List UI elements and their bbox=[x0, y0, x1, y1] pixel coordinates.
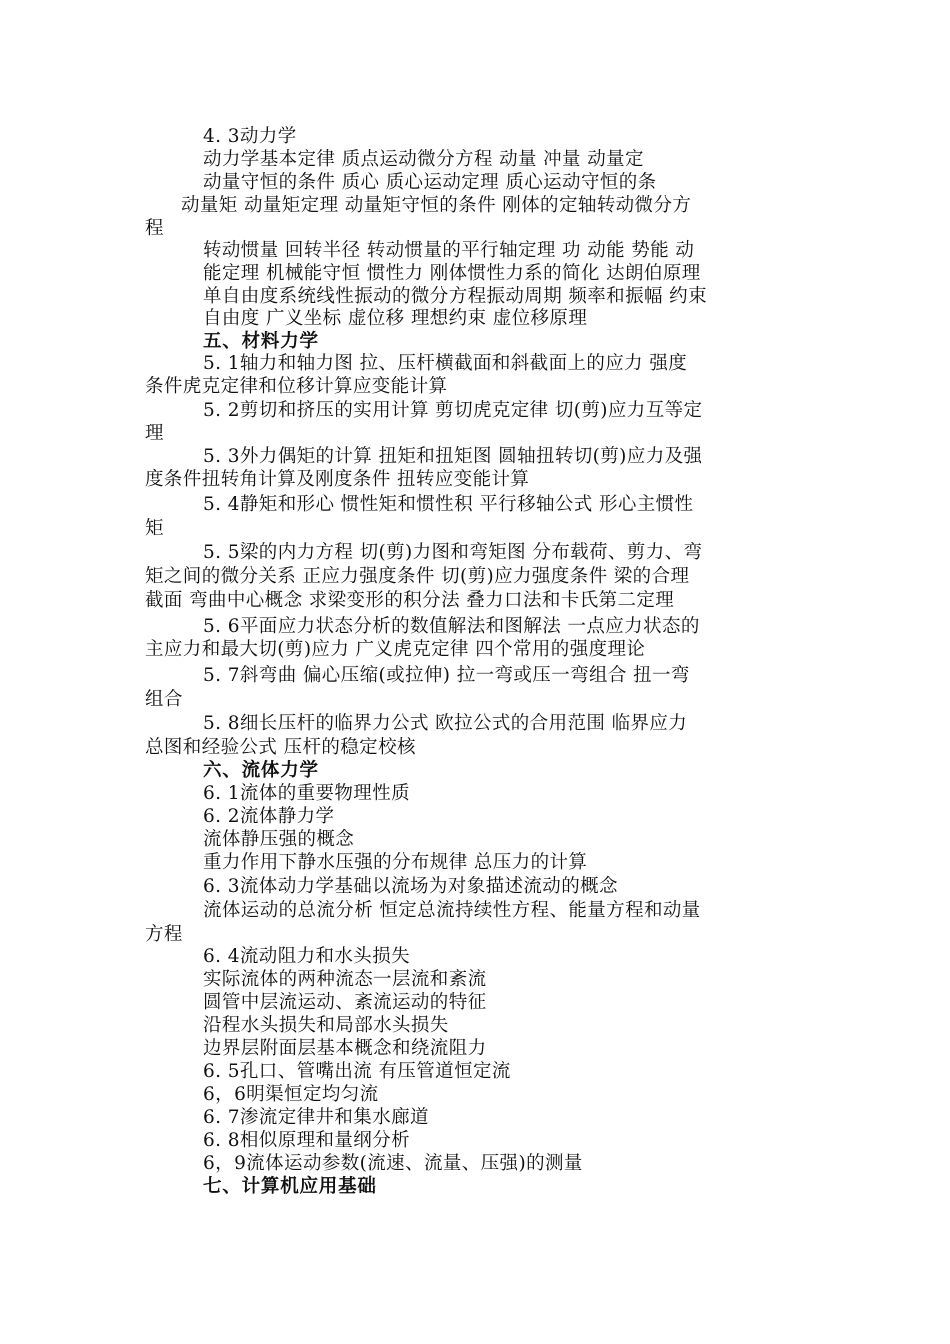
text-line: 5. 5梁的内力方程 切(剪)力图和弯矩图 分布载荷、剪力、弯 bbox=[203, 542, 703, 563]
text-line: 5. 2剪切和挤压的实用计算 剪切虎克定律 切(剪)应力互等定 bbox=[203, 400, 703, 421]
text-line: 5. 8细长压杆的临界力公式 欧拉公式的合用范围 临界应力 bbox=[203, 713, 688, 734]
text-line: 矩 bbox=[145, 518, 164, 539]
text-line: 转动惯量 回转半径 转动惯量的平行轴定理 功 动能 势能 动 bbox=[203, 240, 695, 261]
text-line: 总图和经验公式 压杆的稳定校核 bbox=[145, 737, 416, 758]
section-heading: 五、材料力学 bbox=[203, 331, 319, 352]
text-line: 能定理 机械能守恒 惯性力 刚体惯性力系的简化 达朗伯原理 bbox=[203, 263, 701, 284]
text-line: 6. 1流体的重要物理性质 bbox=[203, 783, 411, 804]
text-line: 5. 4静矩和形心 惯性矩和惯性积 平行移轴公式 形心主惯性 bbox=[203, 494, 694, 515]
text-line: 截面 弯曲中心概念 求梁变形的积分法 叠力口法和卡氏第二定理 bbox=[145, 590, 675, 611]
text-line: 5. 3外力偶矩的计算 扭矩和扭矩图 圆轴扭转切(剪)应力及强 bbox=[203, 446, 703, 467]
text-line: 主应力和最大切(剪)应力 广义虎克定律 四个常用的强度理论 bbox=[145, 639, 646, 660]
text-line: 6. 7渗流定律井和集水廊道 bbox=[203, 1107, 429, 1128]
text-line: 实际流体的两种流态一层流和紊流 bbox=[203, 969, 487, 990]
text-line: 单自由度系统线性振动的微分方程振动周期 频率和振幅 约束 bbox=[203, 286, 707, 307]
text-line: 条件虎克定律和位移计算应变能计算 bbox=[145, 376, 448, 397]
text-line: 5. 6平面应力状态分析的数值解法和图解法 一点应力状态的 bbox=[203, 616, 700, 637]
text-line: 6. 5孔口、管嘴出流 有压管道恒定流 bbox=[203, 1061, 511, 1082]
text-line: 沿程水头损失和局部水头损失 bbox=[203, 1015, 449, 1036]
text-line: 边界层附面层基本概念和绕流阻力 bbox=[203, 1038, 487, 1059]
text-line: 6，9流体运动参数(流速、流量、压强)的测量 bbox=[203, 1153, 583, 1174]
text-line: 流体静压强的概念 bbox=[203, 829, 355, 850]
text-line: 圆管中层流运动、紊流运动的特征 bbox=[203, 992, 487, 1013]
text-line: 6，6明渠恒定均匀流 bbox=[203, 1084, 379, 1105]
section-heading: 七、计算机应用基础 bbox=[203, 1176, 377, 1197]
text-line: 组合 bbox=[145, 689, 183, 710]
text-line: 6. 8相似原理和量纲分析 bbox=[203, 1130, 411, 1151]
text-line: 矩之间的微分关系 正应力强度条件 切(剪)应力强度条件 梁的合理 bbox=[145, 566, 690, 587]
text-line: 动力学基本定律 质点运动微分方程 动量 冲量 动量定 bbox=[203, 149, 644, 170]
text-line: 6. 3流体动力学基础以流场为对象描述流动的概念 bbox=[203, 876, 618, 897]
text-line: 4. 3动力学 bbox=[203, 126, 297, 147]
text-line: 方程 bbox=[145, 924, 183, 945]
text-line: 流体运动的总流分析 恒定总流持续性方程、能量方程和动量 bbox=[203, 900, 701, 921]
text-line: 6. 2流体静力学 bbox=[203, 806, 335, 827]
text-line: 6. 4流动阻力和水头损失 bbox=[203, 946, 411, 967]
text-line: 5. 7斜弯曲 偏心压缩(或拉伸) 拉一弯或压一弯组合 扭一弯 bbox=[203, 665, 690, 686]
text-line: 理 bbox=[145, 423, 164, 444]
text-line: 动量守恒的条件 质心 质心运动定理 质心运动守恒的条 bbox=[203, 172, 657, 193]
section-heading: 六、流体力学 bbox=[203, 760, 319, 781]
text-line: 重力作用下静水压强的分布规律 总压力的计算 bbox=[203, 852, 588, 873]
text-line: 5. 1轴力和轴力图 拉、压杆横截面和斜截面上的应力 强度 bbox=[203, 353, 688, 374]
text-line: 动量矩 动量矩定理 动量矩守恒的条件 刚体的定轴转动微分方 bbox=[181, 195, 692, 216]
text-line: 自由度 广义坐标 虚位移 理想约束 虚位移原理 bbox=[203, 308, 588, 329]
text-line: 程 bbox=[145, 218, 164, 239]
text-line: 度条件扭转角计算及刚度条件 扭转应变能计算 bbox=[145, 469, 530, 490]
